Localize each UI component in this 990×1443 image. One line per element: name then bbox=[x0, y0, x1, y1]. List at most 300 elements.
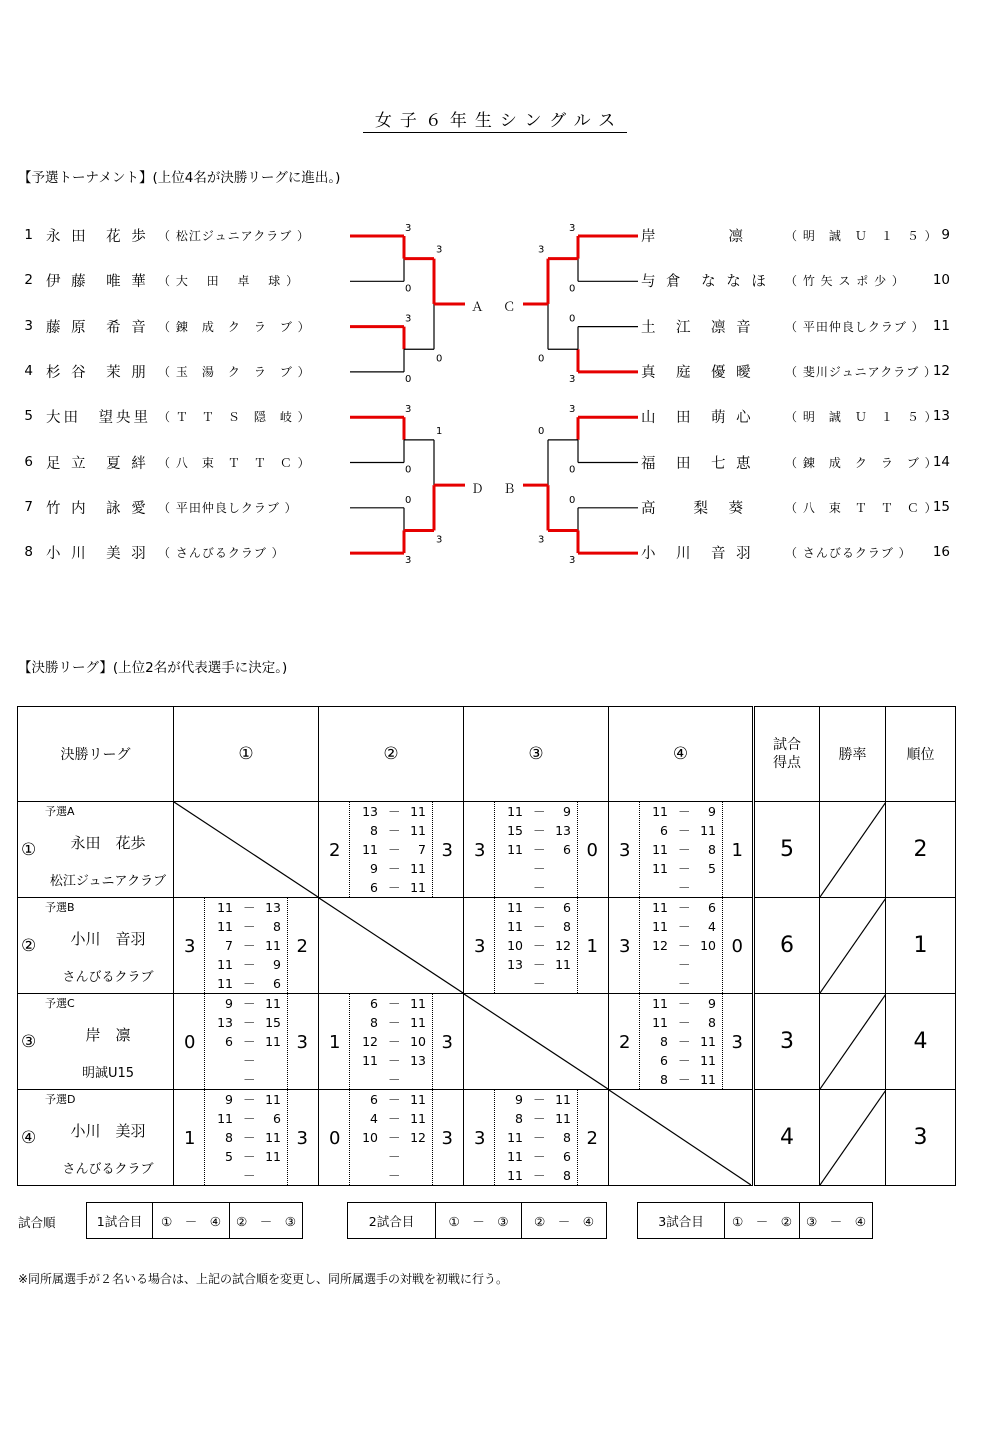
player-club: （ 明 誠 Ｕ １ ５ ） bbox=[785, 229, 938, 243]
set-score-right: 11 bbox=[700, 1034, 716, 1049]
set-score-left: 9 bbox=[515, 1092, 523, 1107]
set-score-right: 7 bbox=[418, 842, 426, 857]
set-score-right: 6 bbox=[563, 1149, 571, 1164]
set-score-row bbox=[205, 936, 289, 955]
group-label-d: Ｄ bbox=[471, 481, 484, 496]
match-order-second: ② － ③ bbox=[236, 1213, 296, 1229]
set-score-right: 8 bbox=[563, 1168, 571, 1183]
set-score-dash: － bbox=[533, 1130, 546, 1145]
set-score-dash: － bbox=[243, 919, 256, 934]
set-score-dash: － bbox=[678, 861, 691, 876]
set-score-left: 11 bbox=[652, 842, 668, 857]
player-club: （ さんびるクラブ ） bbox=[158, 546, 285, 561]
match-cell-inner bbox=[319, 994, 463, 1089]
bracket-score: 3 bbox=[538, 534, 545, 546]
set-score-row bbox=[350, 1109, 434, 1128]
set-score-dash: － bbox=[678, 804, 691, 819]
tournament-bracket bbox=[0, 0, 990, 600]
set-score-row bbox=[205, 994, 289, 1013]
player-number: 3 bbox=[24, 317, 33, 334]
match-games-left: 0 bbox=[329, 1128, 341, 1149]
set-score-row bbox=[350, 1032, 434, 1051]
bracket-score: 0 bbox=[405, 283, 412, 295]
set-score-right: 9 bbox=[563, 804, 571, 819]
match-games-right: 3 bbox=[296, 1032, 308, 1053]
set-score-right: 11 bbox=[410, 1111, 426, 1126]
match-games-right: 2 bbox=[296, 936, 308, 957]
set-score-row bbox=[495, 917, 579, 936]
set-score-dash: － bbox=[243, 1015, 256, 1030]
match-points: 6 bbox=[754, 898, 820, 994]
match-cell-inner bbox=[609, 802, 753, 897]
player-name: 伊 藤 唯 華 bbox=[46, 274, 149, 291]
set-score-dash: － bbox=[533, 976, 546, 991]
match-cell bbox=[174, 994, 319, 1090]
set-scores bbox=[494, 802, 578, 897]
set-score-row bbox=[495, 1109, 579, 1128]
set-score-right: 11 bbox=[410, 861, 426, 876]
set-scores bbox=[639, 994, 723, 1089]
match-cell bbox=[319, 994, 464, 1090]
league-player-club: 明誠U15 bbox=[81, 1066, 135, 1081]
set-score-right: 12 bbox=[410, 1130, 426, 1145]
set-score-dash: － bbox=[533, 1149, 546, 1164]
set-score-row bbox=[350, 1013, 434, 1032]
win-rate bbox=[820, 1090, 886, 1186]
set-score-dash: － bbox=[388, 996, 401, 1011]
match-cell bbox=[464, 1090, 609, 1186]
set-score-right: 13 bbox=[555, 823, 571, 838]
match-cell bbox=[464, 802, 609, 898]
set-score-dash: － bbox=[533, 1111, 546, 1126]
bracket-score: 3 bbox=[405, 555, 412, 567]
set-score-right: 11 bbox=[410, 1092, 426, 1107]
set-score-left: 11 bbox=[507, 919, 523, 934]
set-score-left: 11 bbox=[652, 1015, 668, 1030]
set-score-dash: － bbox=[388, 880, 401, 895]
set-score-dash: － bbox=[388, 1034, 401, 1049]
match-games-right: 0 bbox=[586, 840, 598, 861]
bracket-score: 3 bbox=[405, 313, 412, 325]
match-order-first: ① － ④ bbox=[153, 1203, 230, 1238]
set-score-dash: － bbox=[533, 842, 546, 857]
player-cell bbox=[18, 994, 174, 1090]
set-score-right: 11 bbox=[555, 1092, 571, 1107]
league-table bbox=[17, 706, 956, 1186]
set-score-row bbox=[495, 878, 579, 897]
match-cell-inner bbox=[174, 994, 318, 1089]
set-score-row bbox=[205, 898, 289, 917]
player-name: 与 倉 な な ほ bbox=[641, 274, 769, 291]
match-order-title: 2試合目 bbox=[348, 1203, 436, 1238]
header-points: 試合 得点 bbox=[754, 707, 820, 802]
set-score-row bbox=[205, 1128, 289, 1147]
set-score-row bbox=[640, 974, 724, 993]
match-cell-inner bbox=[464, 898, 608, 993]
set-score-dash: － bbox=[533, 900, 546, 915]
set-score-left: 13 bbox=[507, 957, 523, 972]
set-score-right: 11 bbox=[410, 880, 426, 895]
set-score-dash: － bbox=[243, 1034, 256, 1049]
player-name: 福 田 七 恵 bbox=[641, 455, 754, 472]
set-score-right: 11 bbox=[265, 938, 281, 953]
match-games-left: 3 bbox=[184, 936, 196, 957]
league-row bbox=[18, 898, 956, 994]
set-score-right: 8 bbox=[708, 1015, 716, 1030]
set-score-right: 11 bbox=[700, 1072, 716, 1087]
set-score-dash: － bbox=[533, 1168, 546, 1183]
set-score-dash: － bbox=[243, 957, 256, 972]
row-number: ④ bbox=[21, 1128, 37, 1148]
player-club: （ 竹 矢 ス ポ 少 ） bbox=[785, 274, 905, 289]
player-number: 1 bbox=[24, 227, 33, 243]
set-score-left: 11 bbox=[652, 861, 668, 876]
set-score-dash: － bbox=[243, 900, 256, 915]
set-score-row bbox=[640, 1051, 724, 1070]
set-score-dash: － bbox=[388, 842, 401, 857]
set-score-row bbox=[350, 1147, 434, 1166]
set-score-left: 6 bbox=[660, 1053, 668, 1068]
set-score-row bbox=[350, 878, 434, 897]
set-score-dash: － bbox=[678, 919, 691, 934]
match-cell-inner bbox=[319, 898, 463, 993]
win-rate-diagonal bbox=[820, 994, 886, 1089]
league-player-name: 小川 音羽 bbox=[70, 930, 146, 948]
set-score-row bbox=[350, 840, 434, 859]
match-cell-inner bbox=[464, 994, 608, 1089]
player-club: （ 大 田 卓 球 ） bbox=[158, 274, 300, 289]
set-score-right: 11 bbox=[265, 1092, 281, 1107]
match-order-first: ① － ② bbox=[725, 1203, 800, 1238]
set-score-dash: － bbox=[388, 1111, 401, 1126]
set-score-dash: － bbox=[388, 1130, 401, 1145]
set-score-dash: － bbox=[243, 996, 256, 1011]
player-name: 小 川 音 羽 bbox=[641, 546, 754, 563]
set-score-dash: － bbox=[678, 976, 691, 991]
header-rank: 順位 bbox=[886, 707, 956, 802]
league-player-name: 永田 花歩 bbox=[70, 834, 146, 852]
set-scores bbox=[349, 994, 433, 1089]
set-score-right: 6 bbox=[563, 842, 571, 857]
set-score-row bbox=[205, 1032, 289, 1051]
bracket-score: 0 bbox=[569, 494, 576, 506]
set-score-row bbox=[205, 955, 289, 974]
set-score-row bbox=[640, 917, 724, 936]
match-games-left: 3 bbox=[474, 1128, 486, 1149]
self-match-diagonal bbox=[464, 994, 608, 1089]
set-score-left: 13 bbox=[217, 1015, 233, 1030]
set-score-dash: － bbox=[388, 1168, 401, 1183]
set-score-left: 13 bbox=[362, 804, 378, 819]
set-score-right: 11 bbox=[410, 804, 426, 819]
header-label: 決勝リーグ bbox=[18, 707, 174, 802]
set-score-dash: － bbox=[243, 1130, 256, 1145]
header-col-1: ① bbox=[174, 707, 319, 802]
bracket-score: 0 bbox=[405, 373, 412, 385]
set-score-row bbox=[350, 1166, 434, 1185]
set-score-dash: － bbox=[388, 823, 401, 838]
league-player-name: 小川 美羽 bbox=[70, 1122, 146, 1140]
player-club: （ 八 束 Ｔ Ｔ Ｃ ） bbox=[785, 500, 938, 515]
set-score-dash: － bbox=[388, 1149, 401, 1164]
header-col-4: ④ bbox=[609, 707, 754, 802]
set-score-right: 10 bbox=[700, 938, 716, 953]
bracket-score: 0 bbox=[436, 353, 443, 365]
player-number: 10 bbox=[932, 272, 950, 289]
set-score-left: 10 bbox=[507, 938, 523, 953]
bracket-score: 3 bbox=[569, 223, 576, 234]
match-games-left: 1 bbox=[184, 1128, 196, 1149]
set-score-row bbox=[495, 840, 579, 859]
player-number: 9 bbox=[941, 227, 950, 243]
match-cell bbox=[609, 994, 754, 1090]
player-club: （ 平田仲良しクラブ ） bbox=[785, 319, 925, 334]
player-name: 高 梨 葵 bbox=[641, 500, 746, 517]
player-club: （ 斐川ジュニアクラブ ） bbox=[785, 364, 938, 379]
set-scores bbox=[204, 1090, 288, 1185]
set-score-dash: － bbox=[388, 1015, 401, 1030]
player-number: 6 bbox=[24, 453, 33, 470]
player-number: 7 bbox=[24, 498, 33, 515]
set-score-left: 12 bbox=[652, 938, 668, 953]
bracket-score: 3 bbox=[538, 244, 545, 256]
set-score-row bbox=[495, 859, 579, 878]
set-score-row bbox=[495, 936, 579, 955]
set-score-dash: － bbox=[533, 919, 546, 934]
match-cell bbox=[174, 1090, 319, 1186]
set-score-left: 6 bbox=[225, 1034, 233, 1049]
set-score-dash: － bbox=[243, 1092, 256, 1107]
match-order-box bbox=[86, 1202, 303, 1239]
set-score-row bbox=[205, 1090, 289, 1109]
set-score-row bbox=[495, 1090, 579, 1109]
set-score-dash: － bbox=[533, 880, 546, 895]
win-rate-diagonal bbox=[820, 1090, 886, 1185]
set-score-row bbox=[205, 1166, 289, 1185]
match-cell bbox=[319, 1090, 464, 1186]
player-club: （ 玉 湯 ク ラ ブ ） bbox=[158, 364, 311, 379]
match-order-second: ③ － ④ bbox=[806, 1213, 866, 1229]
set-score-left: 11 bbox=[217, 919, 233, 934]
set-score-row bbox=[640, 840, 724, 859]
match-cell-inner bbox=[609, 898, 753, 993]
set-score-row bbox=[205, 1147, 289, 1166]
set-score-left: 6 bbox=[370, 996, 378, 1011]
player-club: （ 錬 成 ク ラ ブ ） bbox=[785, 455, 938, 470]
player-number: 5 bbox=[24, 408, 33, 425]
player-cell bbox=[18, 802, 174, 898]
set-score-dash: － bbox=[678, 996, 691, 1011]
player-cell bbox=[18, 898, 174, 994]
set-score-left: 9 bbox=[370, 861, 378, 876]
set-score-right: 6 bbox=[708, 900, 716, 915]
match-games-left: 0 bbox=[184, 1032, 196, 1053]
set-score-right: 11 bbox=[700, 1053, 716, 1068]
match-order-title: 3試合目 bbox=[638, 1203, 725, 1238]
row-number: ① bbox=[21, 840, 37, 860]
set-score-row bbox=[640, 821, 724, 840]
player-club: （ 錬 成 ク ラ ブ ） bbox=[158, 319, 311, 334]
bracket-score: 0 bbox=[405, 464, 412, 476]
match-games-left: 2 bbox=[329, 840, 341, 861]
match-games-left: 3 bbox=[474, 840, 486, 861]
set-score-row bbox=[350, 1070, 434, 1089]
match-cell-inner bbox=[174, 802, 318, 897]
match-cell bbox=[464, 994, 609, 1090]
prelim-heading: 【予選トーナメント】(上位4名が決勝リーグに進出。) bbox=[18, 170, 341, 186]
match-games-right: 3 bbox=[441, 1128, 453, 1149]
player-name: 足 立 夏 絆 bbox=[46, 455, 149, 472]
league-player-club: さんびるクラブ bbox=[62, 970, 154, 985]
set-score-row bbox=[350, 994, 434, 1013]
group-label-c: Ｃ bbox=[503, 299, 516, 314]
player-number: 15 bbox=[932, 498, 950, 515]
match-points: 3 bbox=[754, 994, 820, 1090]
win-rate bbox=[820, 802, 886, 898]
set-scores bbox=[349, 1090, 433, 1185]
match-cell bbox=[464, 898, 609, 994]
set-score-right: 4 bbox=[708, 919, 716, 934]
set-score-row bbox=[640, 955, 724, 974]
win-rate-diagonal bbox=[820, 898, 886, 993]
set-score-left: 11 bbox=[507, 842, 523, 857]
set-score-dash: － bbox=[388, 1072, 401, 1087]
set-score-row bbox=[495, 821, 579, 840]
set-score-left: 6 bbox=[370, 1092, 378, 1107]
set-score-dash: － bbox=[243, 1072, 256, 1087]
set-score-row bbox=[205, 1051, 289, 1070]
set-score-row bbox=[495, 974, 579, 993]
set-score-dash: － bbox=[388, 1092, 401, 1107]
set-score-right: 11 bbox=[265, 1034, 281, 1049]
set-scores bbox=[494, 898, 578, 993]
bracket-score: 0 bbox=[569, 313, 576, 325]
rank: 4 bbox=[886, 994, 956, 1090]
set-score-left: 6 bbox=[660, 823, 668, 838]
set-score-row bbox=[350, 859, 434, 878]
set-score-row bbox=[205, 917, 289, 936]
set-score-left: 15 bbox=[507, 823, 523, 838]
set-score-row bbox=[640, 898, 724, 917]
match-cell-inner bbox=[609, 1090, 753, 1185]
match-cell bbox=[609, 898, 754, 994]
set-score-right: 11 bbox=[265, 996, 281, 1011]
set-score-row bbox=[350, 802, 434, 821]
set-score-dash: － bbox=[678, 823, 691, 838]
set-score-left: 11 bbox=[507, 804, 523, 819]
player-name: 竹 内 詠 愛 bbox=[46, 500, 149, 517]
set-score-left: 11 bbox=[652, 900, 668, 915]
win-rate bbox=[820, 898, 886, 994]
bracket-score: 3 bbox=[569, 404, 576, 416]
set-score-dash: － bbox=[678, 1053, 691, 1068]
match-cell-inner bbox=[464, 802, 608, 897]
match-games-left: 2 bbox=[619, 1032, 631, 1053]
bracket-score: 3 bbox=[405, 404, 412, 416]
group-label-a: Ａ bbox=[471, 299, 484, 314]
player-name: 永 田 花 歩 bbox=[46, 229, 149, 245]
player-name: 大田 望央里 bbox=[46, 410, 151, 427]
bracket-score: 0 bbox=[538, 425, 545, 437]
league-heading: 【決勝リーグ】(上位2名が代表選手に決定。) bbox=[18, 660, 288, 676]
player-club: （ 平田仲良しクラブ ） bbox=[158, 500, 298, 515]
set-score-row bbox=[495, 1166, 579, 1185]
set-score-row bbox=[205, 1070, 289, 1089]
set-score-left: 11 bbox=[507, 900, 523, 915]
set-score-right: 11 bbox=[410, 1015, 426, 1030]
match-games-right: 3 bbox=[441, 1032, 453, 1053]
player-cell bbox=[18, 1090, 174, 1186]
player-club: （ さんびるクラブ ） bbox=[785, 546, 912, 561]
player-name: 杉 谷 茉 朋 bbox=[46, 364, 149, 381]
set-score-left: 11 bbox=[652, 919, 668, 934]
set-score-right: 6 bbox=[273, 976, 281, 991]
match-cell-inner bbox=[319, 802, 463, 897]
player-number: 16 bbox=[932, 544, 950, 561]
set-score-left: 8 bbox=[660, 1034, 668, 1049]
set-score-left: 8 bbox=[225, 1130, 233, 1145]
player-number: 12 bbox=[932, 362, 950, 379]
bracket-score: 0 bbox=[569, 283, 576, 295]
match-cell-inner bbox=[609, 994, 753, 1089]
group-label-b: Ｂ bbox=[503, 481, 516, 496]
set-score-right: 12 bbox=[555, 938, 571, 953]
set-score-row bbox=[205, 974, 289, 993]
prelim-group: 予選B bbox=[45, 901, 75, 914]
set-score-right: 8 bbox=[273, 919, 281, 934]
set-score-right: 11 bbox=[555, 957, 571, 972]
set-score-right: 11 bbox=[265, 1130, 281, 1145]
match-order-box bbox=[637, 1202, 873, 1239]
set-score-left: 10 bbox=[362, 1130, 378, 1145]
set-score-left: 7 bbox=[225, 938, 233, 953]
set-score-dash: － bbox=[243, 1111, 256, 1126]
header-win-rate: 勝率 bbox=[820, 707, 886, 802]
bracket-score: 3 bbox=[405, 223, 412, 234]
set-score-right: 13 bbox=[265, 900, 281, 915]
set-score-dash: － bbox=[388, 1053, 401, 1068]
set-score-left: 11 bbox=[507, 1130, 523, 1145]
player-name: 真 庭 優 曖 bbox=[641, 364, 754, 381]
set-score-row bbox=[640, 1070, 724, 1089]
bracket-score: 3 bbox=[436, 244, 443, 256]
set-score-right: 8 bbox=[563, 919, 571, 934]
set-score-row bbox=[495, 802, 579, 821]
set-score-dash: － bbox=[533, 823, 546, 838]
bracket-score: 0 bbox=[405, 494, 412, 506]
set-score-dash: － bbox=[533, 804, 546, 819]
match-cell-inner bbox=[464, 1090, 608, 1185]
set-score-left: 11 bbox=[362, 842, 378, 857]
league-row bbox=[18, 994, 956, 1090]
match-cell bbox=[609, 802, 754, 898]
match-games-right: 0 bbox=[731, 936, 743, 957]
match-games-right: 1 bbox=[731, 840, 743, 861]
match-order-title: 1試合目 bbox=[87, 1203, 153, 1238]
match-cell bbox=[319, 802, 464, 898]
set-score-left: 11 bbox=[507, 1149, 523, 1164]
match-games-right: 3 bbox=[296, 1128, 308, 1149]
set-score-left: 11 bbox=[217, 976, 233, 991]
set-scores bbox=[349, 802, 433, 897]
footnote: ※同所属選手が２名いる場合は、上記の試合順を変更し、同所属選手の対戦を初戦に行う。 bbox=[18, 1272, 509, 1286]
set-score-left: 11 bbox=[217, 1111, 233, 1126]
set-score-row bbox=[495, 1147, 579, 1166]
set-score-row bbox=[640, 994, 724, 1013]
player-club: （ 八 束 Ｔ Ｔ Ｃ ） bbox=[158, 455, 311, 470]
set-score-row bbox=[495, 955, 579, 974]
match-points: 4 bbox=[754, 1090, 820, 1186]
